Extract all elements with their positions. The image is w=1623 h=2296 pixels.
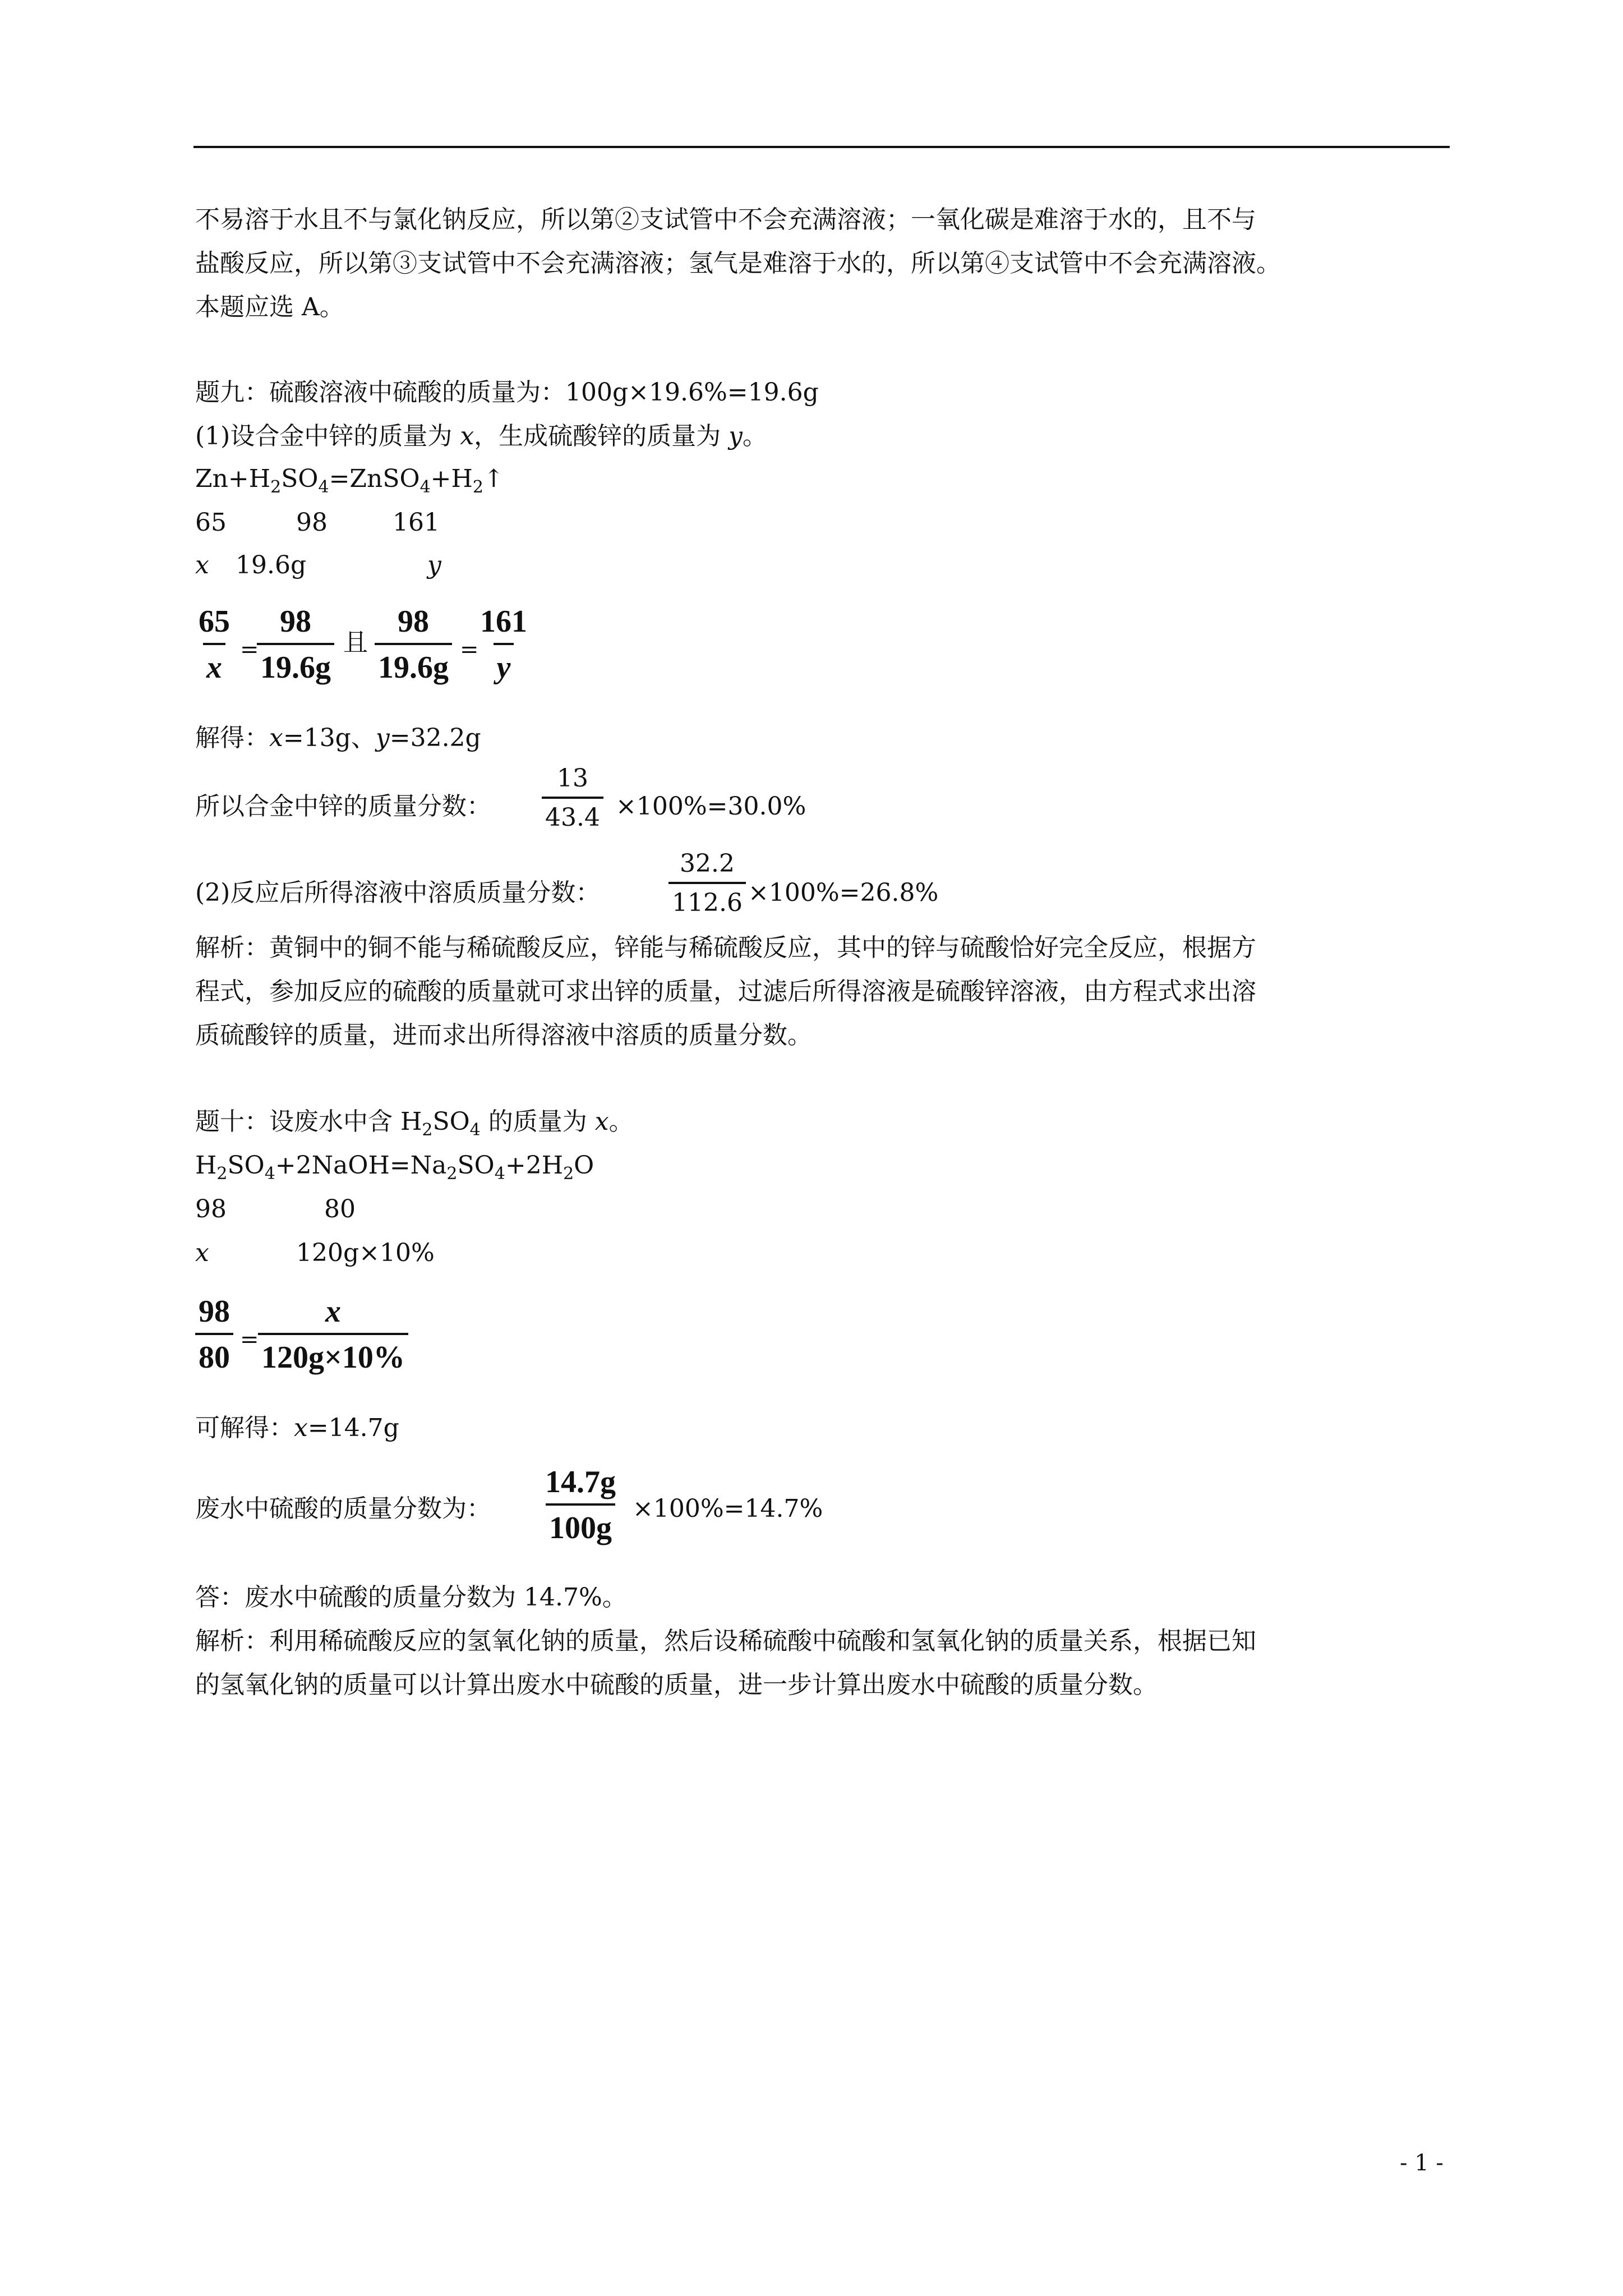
q10-pct-fraction: $\frac{14.7g}{100g}$ [545,1465,616,1545]
q10-frac-x-120g: $\frac{x}{120g\times 10\%}$ [258,1296,408,1373]
q9-frac-98-196-right: $\frac{98}{19.6g}$ [375,606,452,683]
q9-zinc-fraction: $\frac{13}{43.4}$ [542,766,603,830]
header-rule [193,146,1450,148]
q9-analysis-2: 程式，参加反应的硫酸的质量就可求出锌的质量，过滤后所得溶液是硫酸锌溶液，由方程式求出溶 [195,977,1256,1006]
intro-line-2: 盐酸反应，所以第③支试管中不会充满溶液；氢气是难溶于水的，所以第④支试管中不会充满溶液。 [195,249,1281,278]
q9-setup: (1)设合金中锌的质量为 x，生成硫酸锌的质量为 y。 [195,422,767,450]
q9-masses-161: 161 [393,508,440,537]
q10-solution: 可解得：x=14.7g [195,1414,399,1442]
q9-solution: 解得：x=13g、y=32.2g [195,724,481,752]
q10-pct-label: 废水中硫酸的质量分数为： [195,1494,491,1523]
q9-equation: $Zn+H_2SO_4=ZnSO_4+H_2↑$ [195,464,504,497]
q9-title: 题九：硫酸溶液中硫酸的质量为：100g×19.6%=19.6g [195,378,819,407]
q9-and: 且 [343,628,368,657]
q10-masses-98: 98 [195,1195,227,1223]
q9-row-196: 19.6g [236,551,307,579]
q9-solute-fraction: $\frac{32.2}{112.6}$ [668,852,746,915]
q10-analysis-1: 解析：利用稀硫酸反应的氢氧化钠的质量，然后设稀硫酸中硫酸和氢氧化钠的质量关系，根据已知 [195,1627,1256,1655]
q9-frac-161-y: $\frac{161}{y}$ [480,604,527,685]
q9-frac-98-196-left: $\frac{98}{19.6g}$ [257,606,334,683]
q9-masses-98: 98 [296,508,328,537]
q9-row-y: y [427,551,441,579]
q10-title: 题十：设废水中含 $H_2SO_4$ 的质量为 x。 [195,1107,634,1140]
q9-masses-65: 65 [195,508,227,537]
q10-analysis-2: 的氢氧化钠的质量可以计算出废水中硫酸的质量，进一步计算出废水中硫酸的质量分数。 [195,1671,1158,1699]
q10-pct-result: ×100%=14.7% [633,1494,823,1523]
q9-solute-fraction-result: ×100%=26.8% [748,878,939,907]
q10-equation: $H_2SO_4+2NaOH=Na_2SO_4+2H_2O$ [195,1151,594,1184]
q10-answer: 答：废水中硫酸的质量分数为 14.7%。 [195,1583,627,1612]
q9-solute-fraction-label: (2)反应后所得溶液中溶质质量分数： [195,878,601,907]
intro-line-1: 不易溶于水且不与氯化钠反应，所以第②支试管中不会充满溶液；一氧化碳是难溶于水的，且不与 [195,205,1256,234]
q9-zinc-fraction-result: ×100%=30.0% [616,792,806,821]
intro-line-3: 本题应选 A。 [195,293,344,321]
q10-eq-sign: = [240,1327,259,1352]
q9-frac-65-x: $\frac{65}{x}$ [199,604,230,685]
q9-row-x: x [195,551,209,579]
q9-eq-sign-1: = [240,637,259,662]
q10-row-value: 120g×10% [296,1239,435,1267]
page-number: - 1 - [1400,2150,1444,2176]
q9-zinc-fraction-label: 所以合金中锌的质量分数： [195,792,491,821]
q10-frac-98-80: $\frac{98}{80}$ [195,1296,233,1373]
q9-analysis-1: 解析：黄铜中的铜不能与稀硫酸反应，锌能与稀硫酸反应，其中的锌与硫酸恰好完全反应，根据方 [195,933,1256,962]
q10-masses-80: 80 [324,1195,356,1223]
q9-analysis-3: 质硫酸锌的质量，进而求出所得溶液中溶质的质量分数。 [195,1021,812,1050]
q9-eq-sign-2: = [460,637,479,662]
q10-row-x: x [195,1239,209,1267]
